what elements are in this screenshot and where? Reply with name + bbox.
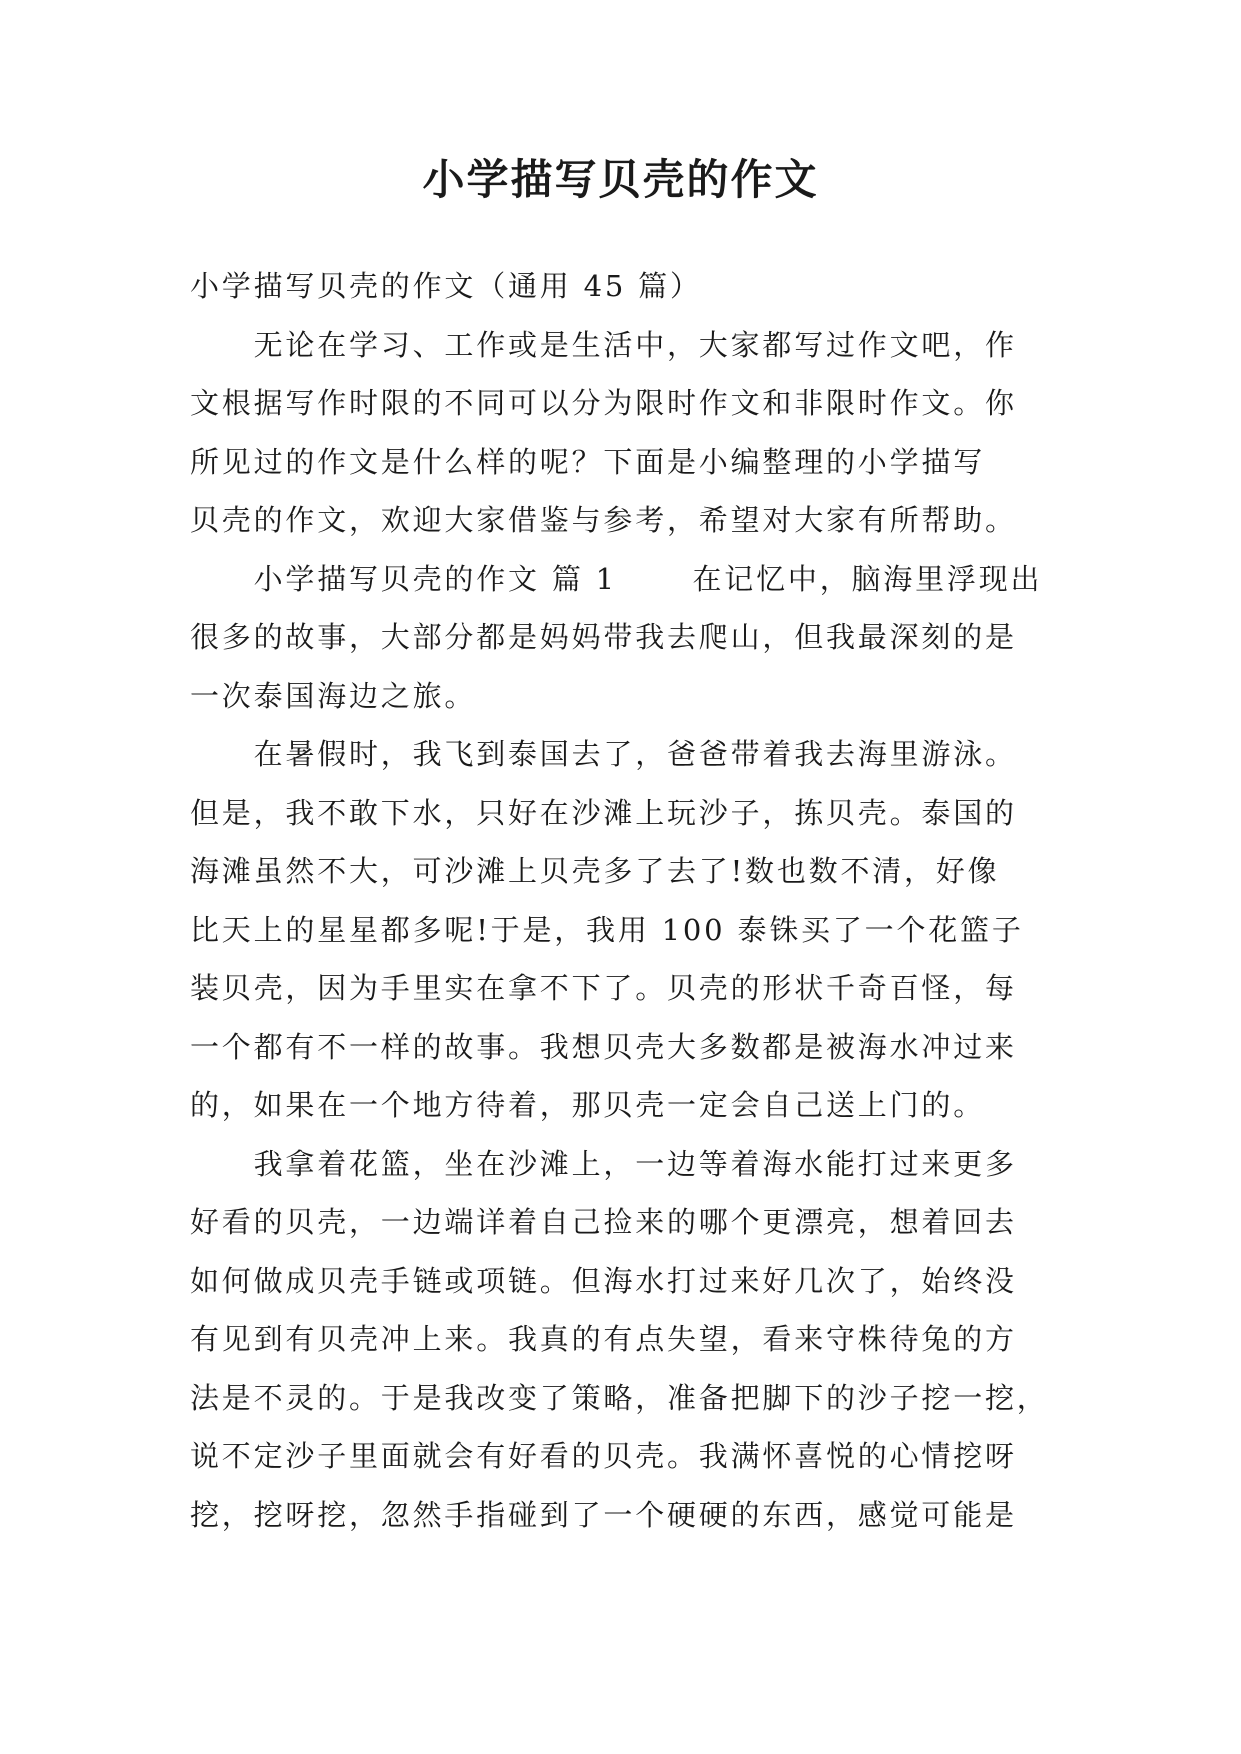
paragraph-essay-1-opening [190,550,1090,726]
text-line: 小学描写贝壳的作文 篇 1 在记忆中，脑海里浮现出 [190,561,1043,596]
document-body [190,257,1090,1544]
text-line: 的，如果在一个地方待着，那贝壳一定会自己送上门的。 [190,1088,986,1122]
text-line: 比天上的星星都多呢!于是，我用 100 泰铢买了一个花篮子 [190,912,1024,947]
page-title: 小学描写贝壳的作文 [422,155,819,204]
text-line: 装贝壳，因为手里实在拿不下了。贝壳的形状千奇百怪，每 [190,971,1017,1005]
text-line: 在暑假时，我飞到泰国去了，爸爸带着我去海里游泳。 [190,737,1017,771]
text-line: 一次泰国海边之旅。 [190,678,477,713]
text-line: 我拿着花篮，坐在沙滩上，一边等着海水能打过来更多 [190,1146,1017,1181]
text-line: 法是不灵的。于是我改变了策略，准备把脚下的沙子挖一挖， [190,1380,1049,1415]
text-line: 很多的故事，大部分都是妈妈带我去爬山，但我最深刻的是 [190,620,1017,654]
text-line: 贝壳的作文，欢迎大家借鉴与参考，希望对大家有所帮助。 [190,503,1017,537]
text-line: 所见过的作文是什么样的呢？下面是小编整理的小学描写 [190,444,986,479]
paragraph-summer-trip [190,725,1090,1135]
text-line: 如何做成贝壳手链或项链。但海水打过来好几次了，始终没 [190,1263,1017,1298]
text-line: 一个都有不一样的故事。我想贝壳大多数都是被海水冲过来 [190,1029,1017,1064]
paragraph-intro [190,316,1090,550]
text-line: 海滩虽然不大，可沙滩上贝壳多了去了!数也数不清，好像 [190,854,1000,888]
text-line: 无论在学习、工作或是生活中，大家都写过作文吧，作 [190,327,1017,362]
text-line: 但是，我不敢下水，只好在沙滩上玩沙子，拣贝壳。泰国的 [190,795,1017,830]
text-line: 文根据写作时限的不同可以分为限时作文和非限时作文。你 [190,386,1017,420]
text-line: 说不定沙子里面就会有好看的贝壳。我满怀喜悦的心情挖呀 [190,1439,1017,1473]
paragraph-digging [190,1135,1090,1545]
text-line: 挖，挖呀挖，忽然手指碰到了一个硬硬的东西，感觉可能是 [190,1497,1017,1532]
text-line: 好看的贝壳，一边端详着自己捡来的哪个更漂亮，想着回去 [190,1205,1017,1239]
text-line: 有见到有贝壳冲上来。我真的有点失望，看来守株待兔的方 [190,1322,1017,1356]
subtitle: 小学描写贝壳的作文（通用 45 篇） [190,269,702,303]
